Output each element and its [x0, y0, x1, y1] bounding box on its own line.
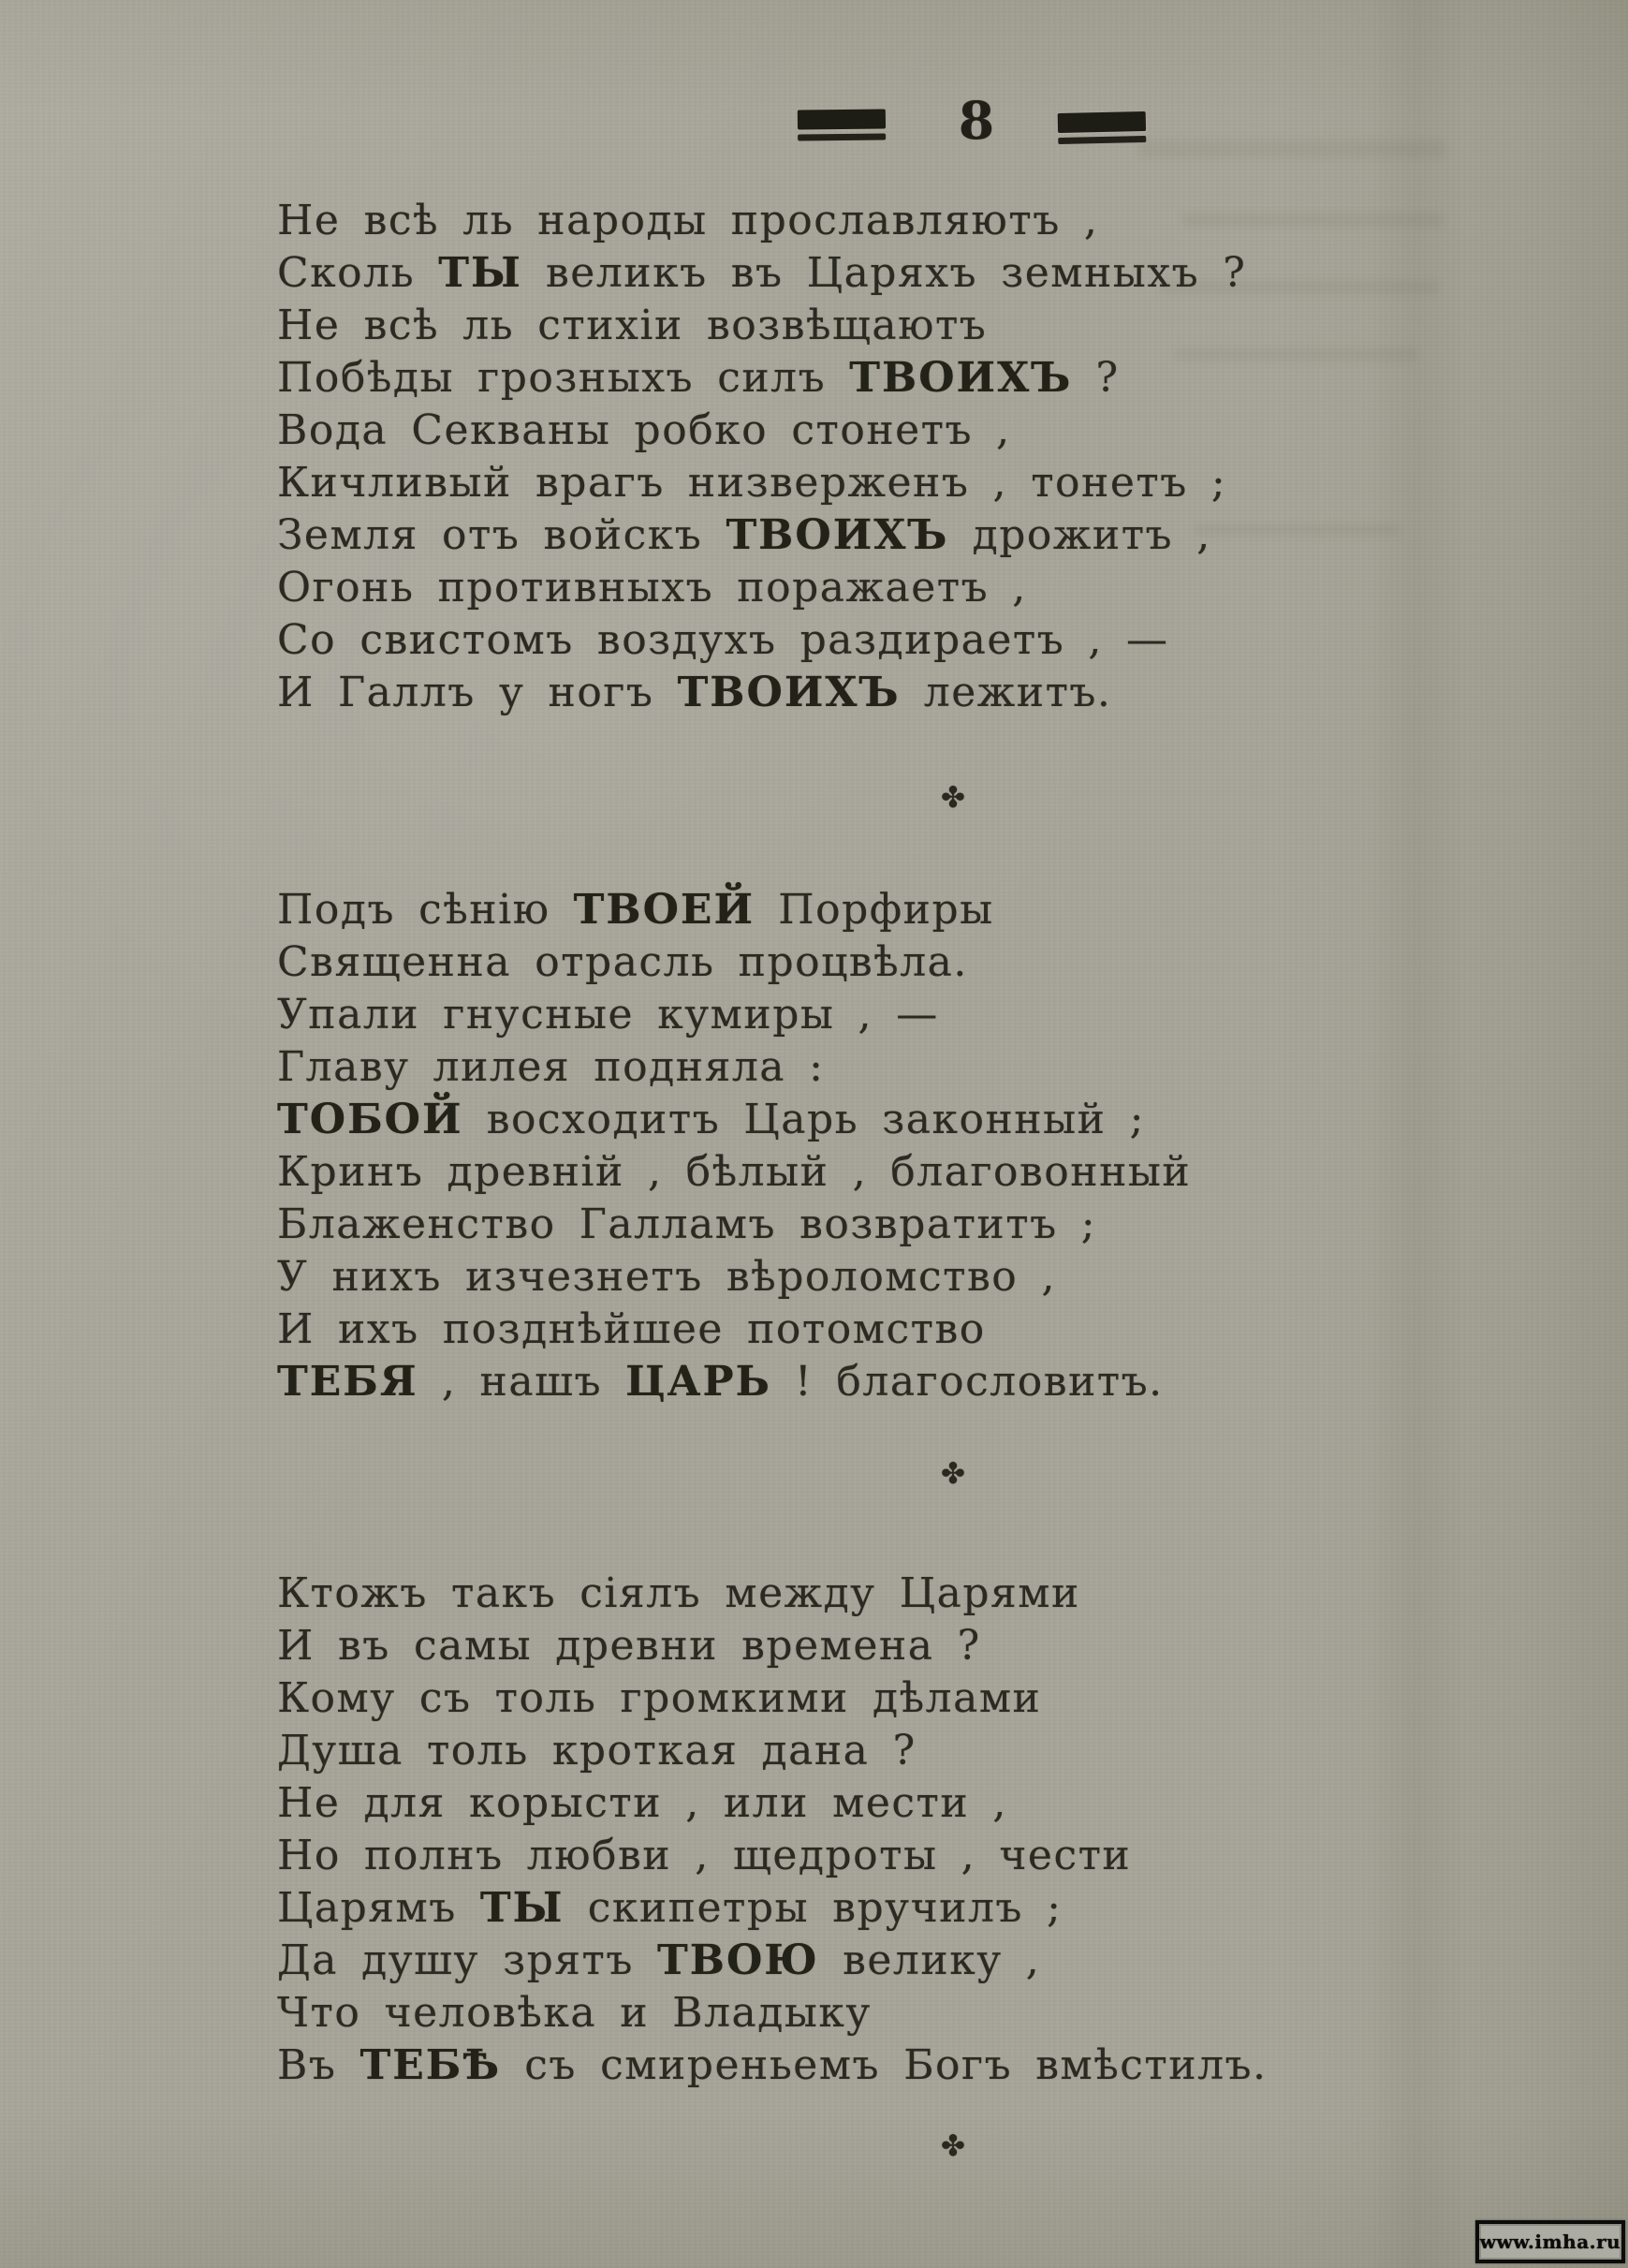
poem-line: Не для корысти , или мести ,: [277, 1779, 1007, 1827]
stanza-separator-icon: ✤: [941, 781, 965, 815]
poem-line: Блаженство Галламъ возвратитъ ;: [277, 1200, 1097, 1248]
poem-line: Не всѣ ль стихіи возвѣщаютъ: [277, 302, 988, 349]
poem-stanza-2: [277, 884, 1307, 1408]
poem-line: Побѣды грозныхъ силъ ТВОИХЪ ?: [277, 354, 1120, 402]
poem-line: Главу лилея подняла :: [277, 1043, 825, 1091]
page-number: 8: [958, 90, 995, 151]
poem-line: Кичливый врагъ низверженъ , тонетъ ;: [277, 459, 1227, 507]
watermark-badge: [1475, 2220, 1625, 2263]
poem-line: Кому съ толь громкими дѣлами: [277, 1674, 1042, 1722]
poem-stanza-1: [277, 195, 1307, 719]
poem-line: Душа толь кроткая дана ?: [277, 1727, 917, 1775]
poem-line: Земля отъ войскъ ТВОИХЪ дрожитъ ,: [277, 511, 1211, 559]
stanza-separator-icon: ✤: [941, 2129, 965, 2163]
poem-line: Ктожъ такъ сіялъ между Царями: [277, 1569, 1080, 1617]
watermark-label: www.imha.ru: [1479, 2231, 1621, 2253]
page-bleedthrough-smudge: [1175, 348, 1418, 361]
poem-line: Въ ТЕБѢ съ смиреньемъ Богъ вмѣстилъ.: [277, 2041, 1268, 2089]
poem-stanza-3: [277, 1568, 1307, 2092]
poem-line: Кринъ древній , бѣлый , благовонный: [277, 1148, 1192, 1196]
poem-line: Не всѣ ль народы прославляютъ ,: [277, 197, 1099, 244]
poem-line: ТЕБЯ , нашъ ЦАРЬ ! благословитъ.: [277, 1358, 1164, 1406]
poem-line: Священна отрасль процвѣла.: [277, 938, 968, 986]
poem-line: И Галлъ у ногъ ТВОИХЪ лежитъ.: [277, 669, 1112, 716]
stanza-separator-icon: ✤: [941, 1457, 965, 1491]
poem-line: И ихъ позднѣйшее потомство: [277, 1305, 986, 1353]
page-bleedthrough-smudge: [1194, 524, 1400, 536]
poem-line: Со свистомъ воздухъ раздираетъ , —: [277, 616, 1169, 664]
poem-line: Сколь ТЫ великъ въ Царяхъ земныхъ ?: [277, 249, 1247, 297]
page-bleedthrough-smudge: [1181, 214, 1444, 227]
poem-line: Царямъ ТЫ скипетры вручилъ ;: [277, 1884, 1063, 1932]
header-rule-left-icon: [798, 110, 886, 141]
poem-line: И въ самы древни времена ?: [277, 1622, 981, 1670]
poem-line: Что человѣка и Владыку: [277, 1989, 872, 2037]
header-rule-right-icon: [1058, 111, 1147, 144]
poem-line: ТОБОЙ восходитъ Царь законный ;: [277, 1096, 1145, 1143]
poem-line: У нихъ изчезнетъ вѣроломство ,: [277, 1253, 1056, 1301]
poem-line: Но полнъ любви , щедроты , чести: [277, 1832, 1132, 1879]
poem-line: Вода Секваны робко стонетъ ,: [277, 406, 1011, 454]
poem-line: Огонь противныхъ поражаетъ ,: [277, 564, 1027, 611]
poem-line: Упали гнусные кумиры , —: [277, 991, 939, 1038]
poem-line: Подъ сѣнію ТВОЕЙ Порфиры: [277, 886, 994, 934]
page-bleedthrough-smudge: [1159, 281, 1440, 294]
poem-line: Да душу зрятъ ТВОЮ велику ,: [277, 1937, 1041, 1984]
page-bleedthrough-smudge: [1137, 140, 1446, 157]
